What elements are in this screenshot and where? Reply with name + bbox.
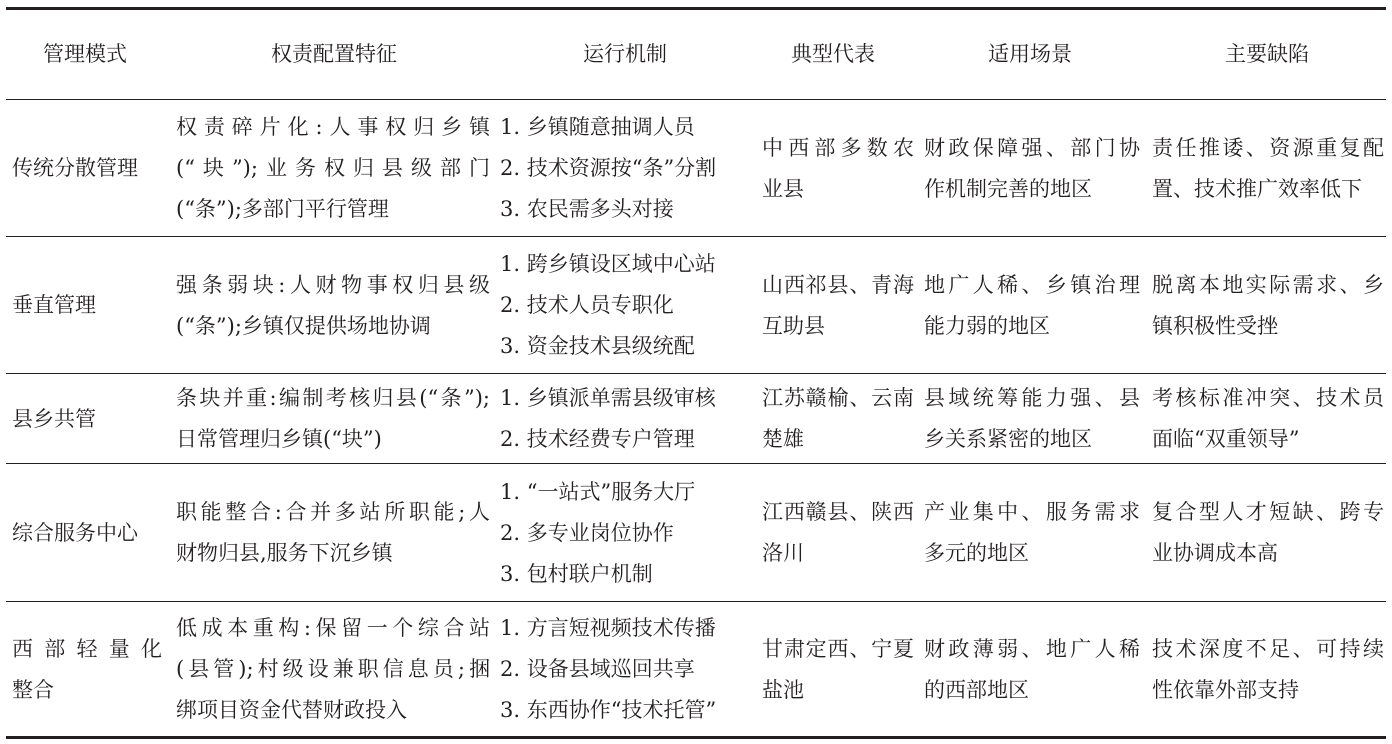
row-divider (6, 373, 1386, 374)
cell-line: 传统分散管理 (12, 156, 138, 180)
cell-line: 财物归县,服务下沉乡镇 (176, 541, 393, 565)
cell-line: 地广人稀、乡镇治理 (924, 273, 1140, 297)
cell-scenario (924, 629, 1140, 711)
cell-defects (1152, 492, 1384, 574)
cell-line: (“条”);乡镇仅提供场地协调 (176, 314, 431, 338)
top-rule (6, 7, 1386, 10)
bottom-rule (6, 736, 1386, 739)
cell-line: 脱离本地实际需求、乡 (1152, 273, 1384, 297)
cell-mode (12, 148, 162, 189)
header-rule (6, 99, 1386, 100)
cell-line: 2. 设备县域巡回共享 (500, 657, 695, 681)
cell-line: 业县 (762, 177, 804, 201)
cell-line: 3. 东西协作“技术托管” (500, 698, 717, 722)
cell-line: (“块”);业务权归县级部门 (176, 156, 490, 180)
cell-mode (12, 513, 162, 554)
cell-scenario (924, 265, 1140, 347)
cell-line: 日常管理归乡镇(“块”) (176, 427, 382, 451)
cell-mechanism (500, 608, 746, 731)
cell-line: 1. 跨乡镇设区域中心站 (500, 252, 716, 276)
cell-line: 1. 方言短视频技术传播 (500, 616, 716, 640)
header-representative: 典型代表 (791, 42, 875, 66)
cell-line: 镇积极性受挫 (1152, 314, 1278, 338)
cell-line: 2. 技术人员专职化 (500, 293, 674, 317)
header-scenario: 适用场景 (988, 42, 1072, 66)
cell-line: 置、技术推广效率低下 (1152, 177, 1362, 201)
cell-line: 甘肃定西、宁夏 (762, 637, 914, 661)
cell-line: 职能整合:合并多站所职能;人 (176, 500, 490, 524)
cell-line: 3. 包村联户机制 (500, 562, 653, 586)
cell-line: 作机制完善的地区 (924, 177, 1092, 201)
cell-features (176, 608, 490, 731)
cell-line: 江西赣县、陕西 (762, 500, 914, 524)
cell-line: (县管);村级设兼职信息员;捆 (176, 657, 490, 681)
cell-features (176, 492, 490, 574)
cell-line: (“条”);多部门平行管理 (176, 197, 389, 221)
cell-representative (762, 378, 914, 460)
cell-mode (12, 399, 162, 440)
cell-defects (1152, 265, 1384, 347)
cell-mechanism (500, 107, 746, 230)
cell-line: 互助县 (762, 314, 825, 338)
cell-defects (1152, 629, 1384, 711)
cell-line: 低成本重构:保留一个综合站 (176, 616, 490, 640)
cell-line: 综合服务中心 (12, 521, 138, 545)
cell-scenario (924, 128, 1140, 210)
cell-line: 2. 技术经费专户管理 (500, 427, 695, 451)
cell-line: 县乡共管 (12, 407, 96, 431)
cell-line: 财政保障强、部门协 (924, 136, 1140, 160)
cell-defects (1152, 128, 1384, 210)
cell-line: 2. 多专业岗位协作 (500, 521, 674, 545)
header-mechanism: 运行机制 (583, 42, 667, 66)
cell-mechanism (500, 472, 746, 595)
cell-line: 县域统筹能力强、县 (924, 386, 1140, 410)
cell-features (176, 107, 490, 230)
cell-line: 1. 乡镇派单需县级审核 (500, 386, 716, 410)
cell-features (176, 378, 490, 460)
header-features: 权责配置特征 (271, 42, 397, 66)
cell-line: 1. “一站式”服务大厅 (500, 480, 696, 504)
cell-line: 性依靠外部支持 (1152, 678, 1299, 702)
cell-line: 产业集中、服务需求 (924, 500, 1140, 524)
cell-scenario (924, 378, 1140, 460)
cell-representative (762, 492, 914, 574)
row-divider (6, 601, 1386, 602)
cell-line: 盐池 (762, 678, 804, 702)
cell-line: 财政薄弱、地广人稀 (924, 637, 1140, 661)
cell-line: 条块并重:编制考核归县(“条”); (176, 386, 490, 410)
cell-line: 责任推诿、资源重复配 (1152, 136, 1384, 160)
cell-line: 整合 (12, 678, 54, 702)
cell-line: 强条弱块:人财物事权归县级 (176, 273, 490, 297)
cell-line: 多元的地区 (924, 541, 1029, 565)
cell-line: 业协调成本高 (1152, 541, 1278, 565)
row-divider (6, 463, 1386, 464)
cell-features (176, 265, 490, 347)
cell-line: 复合型人才短缺、跨专 (1152, 500, 1384, 524)
cell-line: 山西祁县、青海 (762, 273, 914, 297)
cell-line: 3. 农民需多头对接 (500, 197, 674, 221)
cell-line: 乡关系紧密的地区 (924, 427, 1092, 451)
cell-line: 楚雄 (762, 427, 804, 451)
cell-defects (1152, 378, 1384, 460)
header-mode: 管理模式 (43, 42, 127, 66)
cell-line: 考核标准冲突、技术员 (1152, 386, 1384, 410)
cell-representative (762, 265, 914, 347)
cell-line: 1. 乡镇随意抽调人员 (500, 115, 695, 139)
cell-line: 绑项目资金代替财政投入 (176, 698, 407, 722)
cell-line: 3. 资金技术县级统配 (500, 334, 695, 358)
cell-mechanism (500, 378, 746, 460)
cell-line: 垂直管理 (12, 293, 96, 317)
row-divider (6, 236, 1386, 237)
cell-line: 西部轻量化 (12, 637, 162, 661)
cell-line: 面临“双重领导” (1152, 427, 1300, 451)
cell-line: 的西部地区 (924, 678, 1029, 702)
cell-representative (762, 629, 914, 711)
cell-line: 权责碎片化:人事权归乡镇 (176, 115, 490, 139)
cell-representative (762, 128, 914, 210)
cell-mode (12, 629, 162, 711)
cell-line: 2. 技术资源按“条”分割 (500, 156, 717, 180)
cell-mechanism (500, 244, 746, 367)
cell-mode (12, 285, 162, 326)
cell-line: 洛川 (762, 541, 804, 565)
cell-line: 江苏赣榆、云南 (762, 386, 914, 410)
header-defects: 主要缺陷 (1225, 42, 1309, 66)
cell-line: 技术深度不足、可持续 (1152, 637, 1384, 661)
cell-line: 中西部多数农 (762, 136, 914, 160)
cell-scenario (924, 492, 1140, 574)
cell-line: 能力弱的地区 (924, 314, 1050, 338)
